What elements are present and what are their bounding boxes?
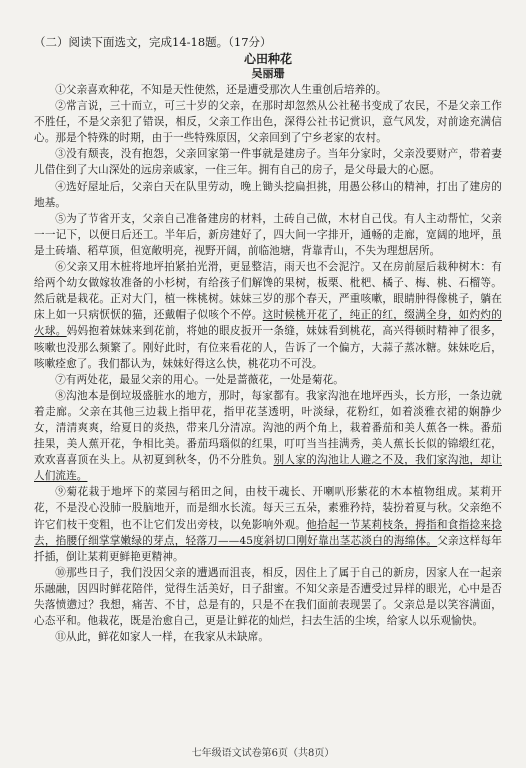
paragraph-text: ⑨菊花栽于地坪下的菜园与稻田之间，由枝干魂长、开喇叭形紫花的木本植物组成。某莉开花，不是没心没肺一股脑地开，而是细水长流。每天三五朵，素雅矜持，装扮着夏与秋。父亲绝不许它们枝干变粗，也不让它们发出旁枝，以免影响外观。 bbox=[34, 486, 502, 531]
paragraph-7 bbox=[34, 372, 502, 388]
paragraph-11 bbox=[34, 629, 502, 645]
paragraph-text: ⑥父亲又用木桩将地坪拍紧拍光滑，更显整洁，雨天也不会泥泞。又在房前屋后栽种树木：有给两个幼女做嫁妆准备的小杉树，有给孩子们解馋的果树，板栗、枇杷、橘子、梅、桃、石榴等。然后就是栽花。正对大门，植一株桃树。妹妹三岁的那个春天，严重咳嗽，眼睛肿得像桃子，躺在床上如一只病恹恹的猫，还戴帽子似咳个不停。 bbox=[34, 261, 502, 322]
paragraph-4 bbox=[34, 179, 502, 211]
paragraph-2 bbox=[34, 98, 502, 146]
paragraph-text: ⑤为了节省开支，父亲自己准备建房的材料，土砖自己做，木材自己伐。有人主动帮忙，父亲一一记下，以便日后还工。半年后，新房建好了，四大间一字排开，通畅的走廊，宽阔的地坪，虽是土砖墙、稻草顶，但宽敞明亮，视野开阔，前临池塘，背靠青山，不失为理想居所。 bbox=[34, 212, 502, 257]
paragraph-text: ②常言说，三十而立，可三十岁的父亲，在那时却忽然从公社秘书变成了农民，不是父亲工作不胜任，不是父亲犯了错误，相反，父亲工作出色，深得公社书记赏识，意气风发，对前途充满信心。那是个特殊的时期，由于一些特殊原因，父亲回到了宁乡老家的农村。 bbox=[34, 100, 502, 145]
question-header: （二）阅读下面选文，完成14-18题。（17分） bbox=[34, 35, 272, 49]
page-footer: 七年级语文试卷第6页（共8页） bbox=[191, 748, 335, 759]
article-title: 心田种花 bbox=[243, 52, 292, 66]
paragraph-9 bbox=[34, 484, 502, 564]
paragraph-3 bbox=[34, 146, 502, 178]
paragraph-1 bbox=[34, 82, 502, 98]
underlined-sentence: 这时候桃开花了，纯正的红，缀满全身，如灼灼的火球。 bbox=[34, 309, 502, 338]
paragraph-text: ④选好屋址后，父亲白天在队里劳动，晚上锄头挖扁担挑，用愚公移山的精神，打出了建房的地基。 bbox=[34, 180, 502, 209]
paragraph-text: ③没有颓丧，没有抱怨，父亲回家第一件事就是建房子。当年分家时，父亲没要财产，带着妻儿借住到了大山深处的远房亲戚家，一住三年。拥有自己的房子，是父母最大的心愿。 bbox=[34, 148, 502, 177]
paragraph-text: 妈妈抱着妹妹来到花前，将她的眼皮扳开一条缝，妹妹看到桃花，高兴得顿时精神了很多，咳嗽也没那么频繁了。刚好此时，有位来看花的人，告诉了一个偏方，大蒜子蒸冰糖。妹妹吃后，咳嗽痊愈了。我们都认为，妹妹好得这么快，桃花功不可没。 bbox=[34, 325, 502, 370]
paragraph-6 bbox=[34, 259, 502, 372]
underlined-sentence: 别人家的沟池让人避之不及，我们家沟池，却让人们流连。 bbox=[34, 454, 502, 483]
paragraph-text: ①父亲喜欢种花，不知是天性使然，还是遭受那次人生重创后培养的。 bbox=[55, 84, 387, 96]
paragraph-text: ⑦有两处花，最显父亲的用心。一处是蔷薇花，一处是菊花。 bbox=[55, 373, 344, 386]
paragraph-text: ⑧沟池本是倒垃圾盛脏水的地方，那时，每家都有。我家沟池在地坪西头，长方形，一条边就着走廊。父亲在其他三边栽上指甲花，指甲花茎透明，叶淡绿，花粉红，如着淡雅衣裙的娴静少女，清清爽爽，给夏日的炎热，带来几分清凉。沟池的两个角上，栽着番茄和美人蕉各一株。番茄挂果，美人蕉开花，争相比美。番茄玛瑙似的红果，叮叮当当挂满秀，美人蕉长长似的锦缎红花，欢欢喜喜顶在头上。从初夏到秋冬，仍不分胜负。 bbox=[34, 389, 502, 467]
paragraph-text: 父亲这样每年扦插，倒让某莉更鲜艳更精神。 bbox=[34, 534, 502, 563]
underlined-sentence: 他拾起一节某莉枝条，拇指和食指捻来捻去，掐腰仔细掌掌嫩绿的芽点，轻落刀——45度斜切口刚好靠出茎芯淡白的海绵体。 bbox=[34, 518, 502, 547]
paragraph-text: ⑪从此，鲜花如家人一样，在我家从未缺席。 bbox=[55, 631, 270, 644]
article-body bbox=[34, 82, 502, 645]
article-author: 吴丽珊 bbox=[251, 67, 285, 80]
paragraph-10 bbox=[34, 565, 502, 629]
paragraph-5 bbox=[34, 211, 502, 259]
paragraph-8 bbox=[34, 388, 502, 485]
paragraph-text: ⑩那些日子，我们没因父亲的遭遇而沮丧，相反，因住上了属于自己的新房，因家人在一起亲乐融融，因四时鲜花陪伴，觉得生活美好，日子甜蜜。不知父亲是否遭受过异样的眼光，心中是否失落愤懑过？我想，痛苦、不甘，总是有的，只是不在我们面前表现罢了。父亲总是以笑容满面，心态平和。他栽花，既是治愈自己，更是让鲜花的灿烂，扫去生活的尘埃，给家人以乐观愉快。 bbox=[34, 566, 502, 628]
